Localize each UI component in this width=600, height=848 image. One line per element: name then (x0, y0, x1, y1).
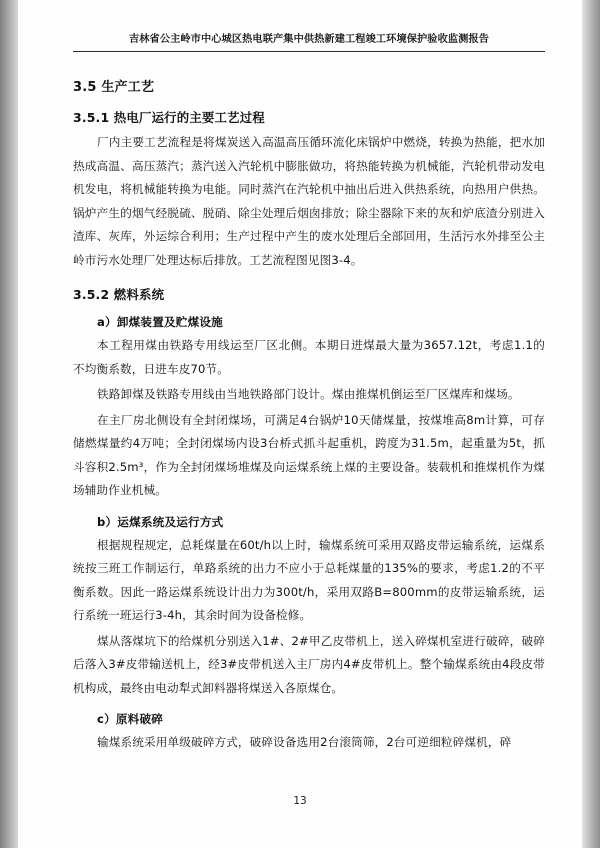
page-header-title: 吉林省公主岭市中心城区热电联产集中供热新建工程竣工环境保护验收监测报告 (128, 34, 490, 45)
paragraph: 厂内主要工艺流程是将煤炭送入高温高压循环流化床锅炉中燃烧，转换为热能，把水加热成高温、高压蒸汽；蒸汽送入汽轮机中膨胀做功，将热能转换为机械能，汽轮机带动发电机发电，将机械能转换为电能。同时蒸汽在汽轮机中抽出后进入供热系统，向热用户供热。锅炉产生的烟气经脱硫、脱硝、除尘处理后烟囱排放；除尘器除下来的灰和炉底渣分别进入渣库、灰库，外运综合利用；生产过程中产生的废水处理后全部回用，生活污水外排至公主岭市污水处理厂处理达标后排放。工艺流程图见图3-4。 (73, 135, 545, 267)
page-header (73, 30, 545, 45)
page-right-edge-shadow (582, 0, 600, 848)
subsection-heading: 3.5.2 燃料系统 (73, 287, 165, 302)
item-heading: b）运煤系统及运行方式 (97, 514, 224, 529)
paragraph: 煤从落煤坑下的给煤机分别送入1#、2#甲乙皮带机上，送入碎煤机室进行破碎，破碎后落入3#皮带输送机上，经3#皮带机送入主厂房内4#皮带机上。整个输煤系统由4段皮带机构成，最终由电动犁式卸料器将煤送入各原煤仓。 (73, 633, 545, 695)
section-heading: 3.5 生产工艺 (73, 80, 155, 95)
paragraph: 本工程用煤由铁路专用线运至厂区北侧。本期日进煤最大量为3657.12t，考虑1.1的不均衡系数，日进车皮70节。 (73, 338, 545, 376)
header-divider (73, 51, 545, 52)
subsection-heading: 3.5.1 热电厂运行的主要工艺过程 (73, 110, 265, 125)
paragraph: 铁路卸煤及铁路专用线由当地铁路部门设计。煤由推煤机倒运至厂区煤库和煤场。 (97, 387, 520, 401)
item-heading: c）原料破碎 (97, 712, 164, 726)
page-number: 13 (293, 795, 307, 807)
paragraph: 在主厂房北侧设有全封闭煤场，可满足4台锅炉10天储煤量，按煤堆高8m计算，可存储燃煤量约4万吨；全封闭煤场内设3台桥式抓斗起重机，跨度为31.5m，起重量为5t，抓斗容积2.5m³，作为全封闭煤场堆煤及向运煤系统上煤的主要设备。装载机和推煤机作为煤场辅助作业机械。 (73, 412, 545, 497)
page-sheet (18, 0, 582, 848)
document-body (73, 62, 545, 757)
paragraph: 输煤系统采用单级破碎方式，破碎设备选用2台滚筒筛，2台可逆细粒碎煤机，碎 (97, 735, 512, 749)
item-heading: a）卸煤装置及贮煤设施 (97, 315, 223, 329)
page-left-edge-shadow (0, 0, 18, 848)
paragraph: 根据规程规定，总耗煤量在60t/h以上时，输煤系统可采用双路皮带运输系统，运煤系统按三班工作制运行，单路系统的出力不应小于总耗煤量的135%的要求，考虑1.2的不平衡系数。因此一路运煤系统设计出力为300t/h，采用双路B=800mm的皮带运输系统，运行系统一班运行3-4h，其余时间为设备检修。 (73, 537, 545, 622)
